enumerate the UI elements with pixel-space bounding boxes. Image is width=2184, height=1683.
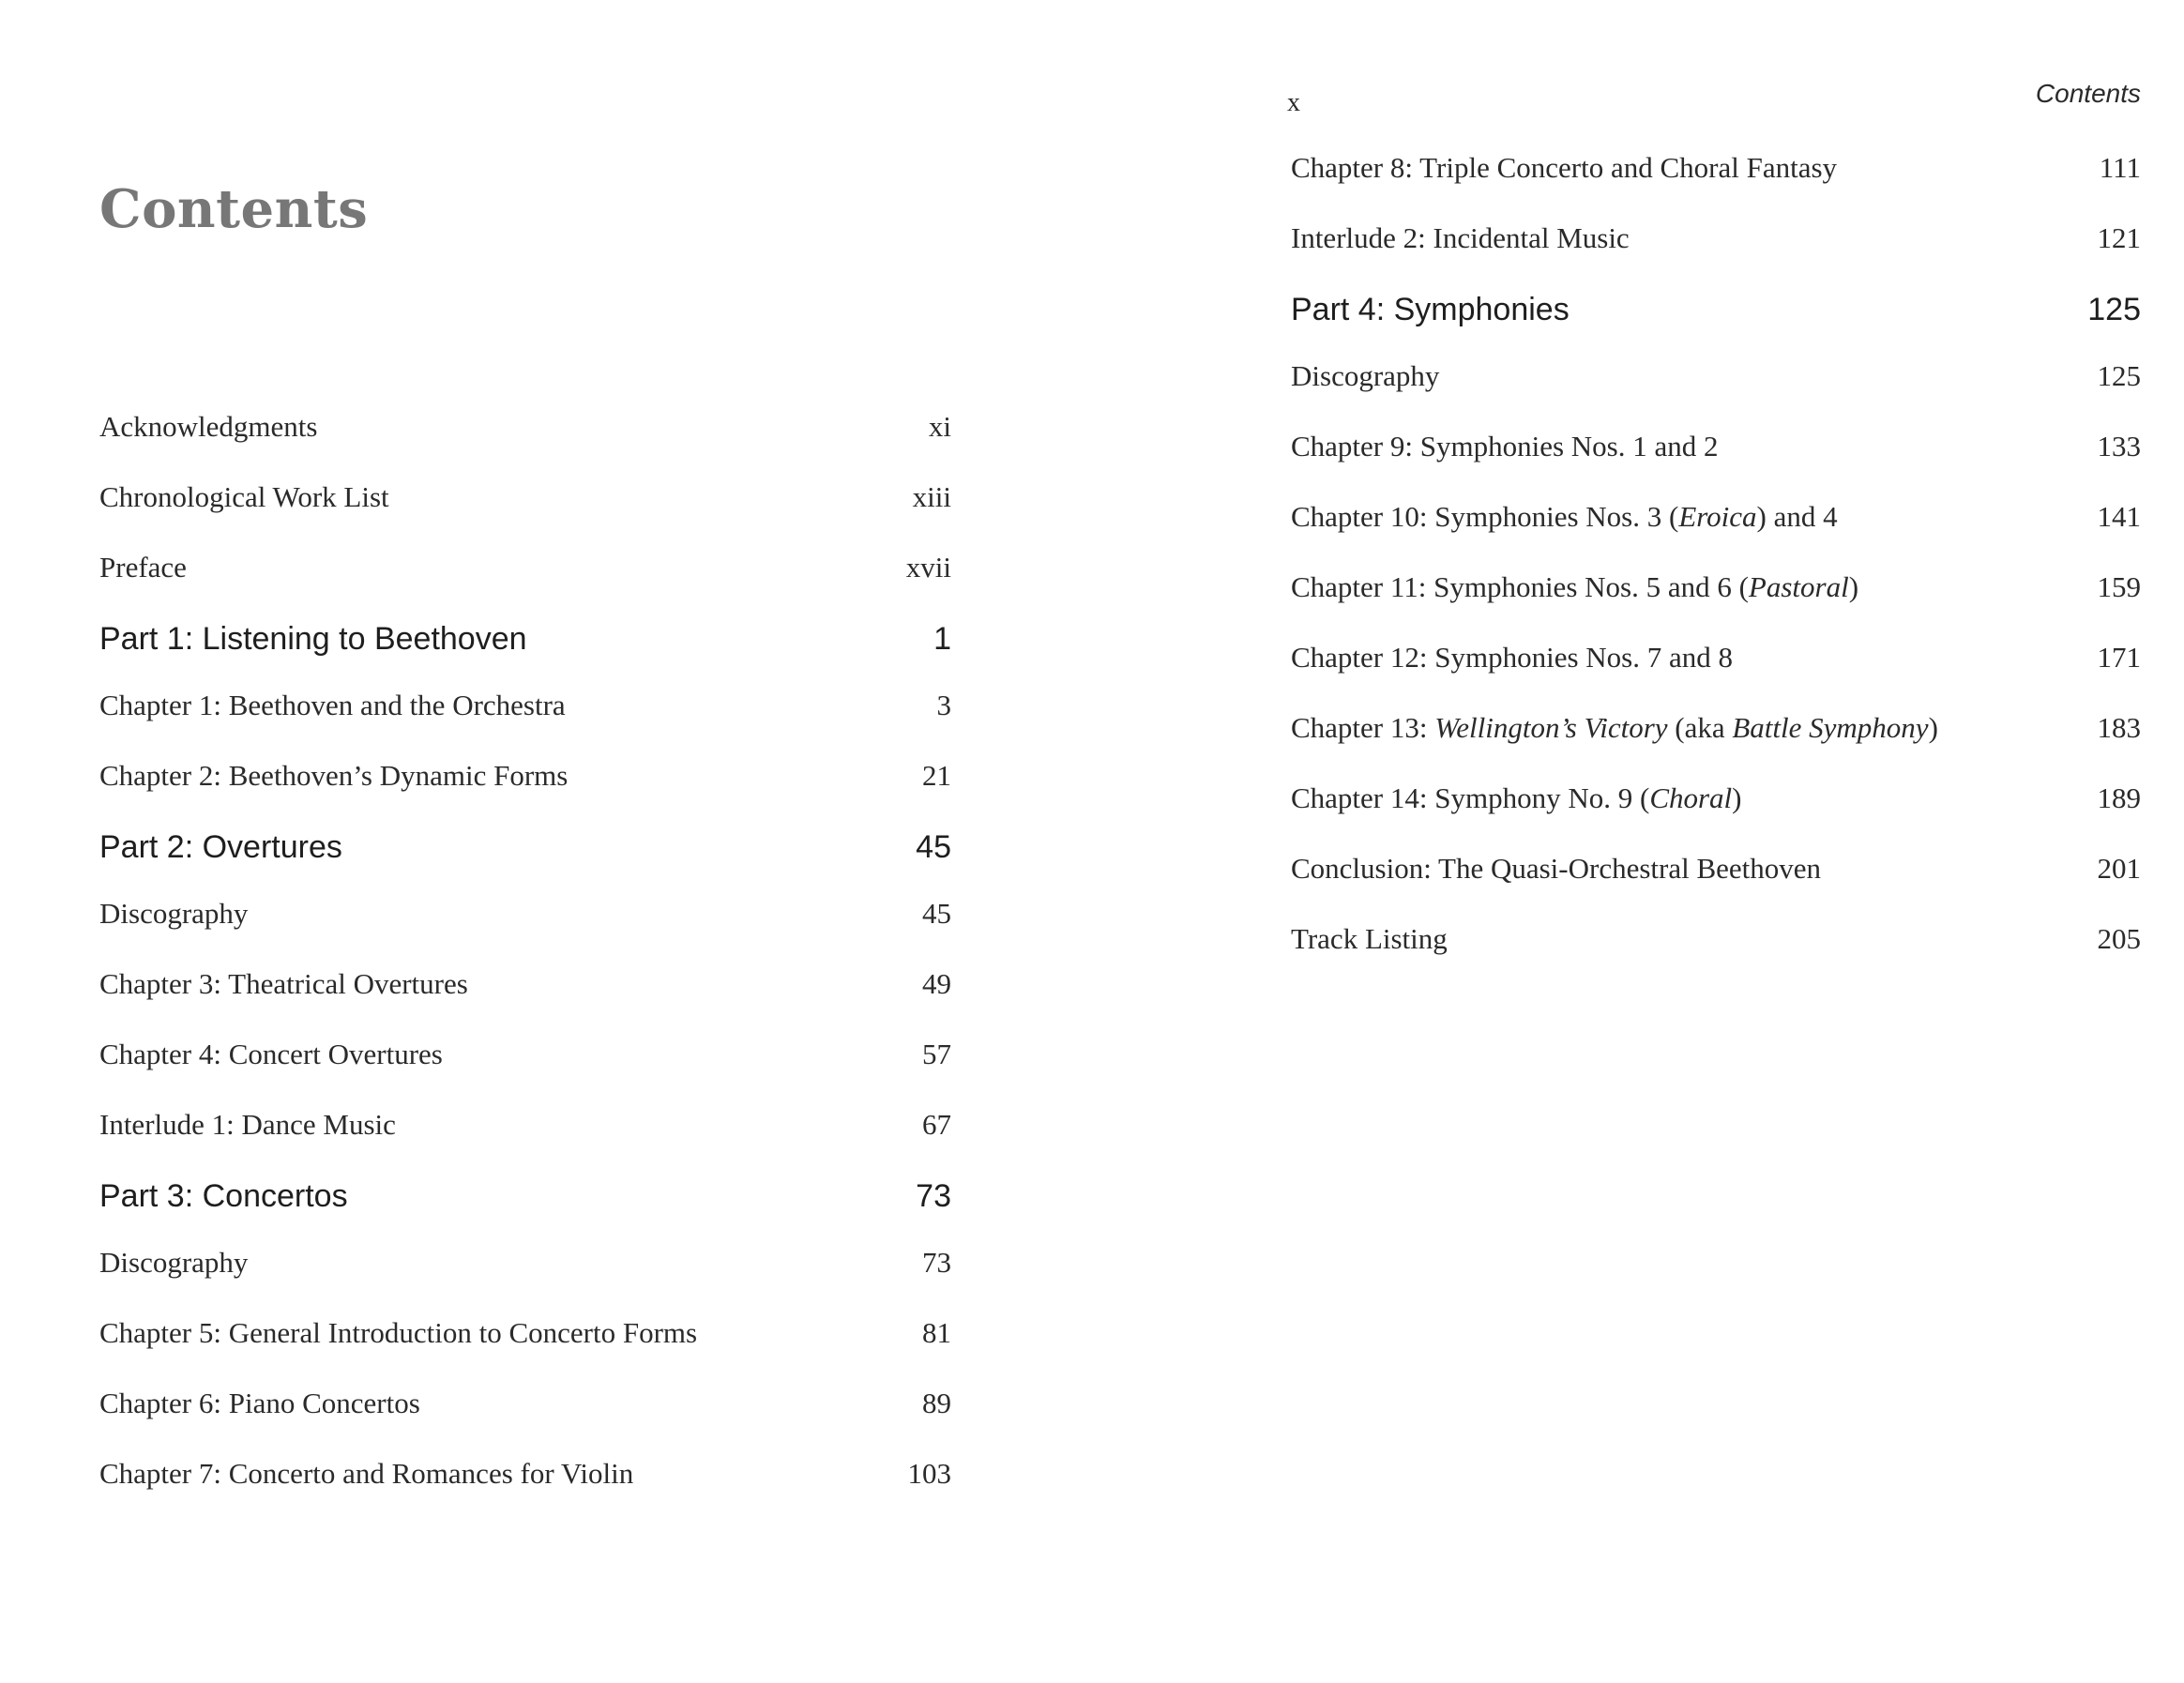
- toc-part-heading: [99, 1177, 951, 1215]
- toc-entry: [99, 1245, 951, 1280]
- toc-entry: [1291, 921, 2141, 956]
- toc-entry: [99, 1107, 951, 1142]
- toc-entry: [99, 1037, 951, 1071]
- toc-part-page: 1: [933, 621, 951, 657]
- toc-entry-page: xvii: [905, 551, 951, 584]
- toc-entry: [99, 966, 951, 1001]
- toc-entry-title: Chronological Work List: [99, 480, 389, 513]
- toc-entry: [1291, 499, 2141, 534]
- toc-part-heading: [99, 620, 951, 658]
- toc-title-text: Chapter 13:: [1291, 711, 1435, 744]
- toc-entry-page: 67: [922, 1108, 951, 1141]
- toc-entry-page: 189: [2097, 781, 2141, 814]
- toc-entry-title: Chapter 2: Beethoven’s Dynamic Forms: [99, 759, 569, 792]
- toc-title-italic: Pastoral: [1748, 570, 1849, 603]
- toc-entry: [99, 688, 951, 722]
- toc-entry-page: 3: [936, 689, 951, 721]
- toc-title-text: ): [1732, 781, 1742, 814]
- toc-title-text: Chapter 14: Symphony No. 9 (: [1291, 781, 1650, 814]
- toc-entry-title: Chapter 12: Symphonies Nos. 7 and 8: [1291, 641, 1733, 674]
- toc-title-text: ): [1848, 570, 1859, 603]
- toc-title-italic: Battle Symphony: [1732, 711, 1929, 744]
- toc-entry-title: Interlude 1: Dance Music: [99, 1108, 396, 1141]
- toc-entry-title: Chapter 4: Concert Overtures: [99, 1038, 443, 1070]
- toc-entry: [99, 1456, 951, 1491]
- toc-entry-title: Chapter 1: Beethoven and the Orchestra: [99, 689, 566, 721]
- toc-entry: [99, 896, 951, 931]
- toc-entry: [99, 409, 951, 444]
- toc-entry: [1291, 429, 2141, 463]
- toc-entry-page: 183: [2097, 711, 2141, 744]
- toc-entry-page: 73: [922, 1246, 951, 1279]
- toc-title-text: Chapter 10: Symphonies Nos. 3 (: [1291, 500, 1679, 533]
- toc-entry-page: 171: [2097, 641, 2141, 674]
- toc-entry-title: [1291, 499, 1838, 534]
- toc-title-italic: Choral: [1649, 781, 1733, 814]
- toc-entry-title: Chapter 3: Theatrical Overtures: [99, 967, 468, 1000]
- toc-entry-page: 201: [2097, 852, 2141, 885]
- toc-entry-title: [1291, 710, 1938, 745]
- toc-entry-title: [1291, 781, 1742, 815]
- toc-entry: [1291, 569, 2141, 604]
- toc-entry-title: Conclusion: The Quasi-Orchestral Beethoven: [1291, 852, 1822, 885]
- toc-entry: [1291, 220, 2141, 255]
- toc-entry-title: Chapter 8: Triple Concerto and Choral Fantasy: [1291, 151, 1838, 184]
- toc-entry-title: Interlude 2: Incidental Music: [1291, 221, 1630, 254]
- toc-entry-title: Chapter 7: Concerto and Romances for Violin: [99, 1457, 634, 1490]
- toc-entry: [99, 550, 951, 584]
- toc-entry: [1291, 781, 2141, 815]
- toc-entry: [99, 1386, 951, 1420]
- toc-entry-page: 21: [922, 759, 951, 792]
- toc-entry-page: 81: [922, 1316, 951, 1349]
- toc-entry-page: 121: [2097, 221, 2141, 254]
- toc-title-text: Chapter 11: Symphonies Nos. 5 and 6 (: [1291, 570, 1749, 603]
- toc-list-left: [99, 409, 951, 1526]
- toc-entry-page: 205: [2097, 922, 2141, 955]
- toc-part-page: 125: [2087, 292, 2141, 327]
- toc-part-title: Part 1: Listening to Beethoven: [99, 621, 527, 657]
- toc-entry-page: 111: [2099, 151, 2141, 184]
- toc-entry-page: 133: [2097, 430, 2141, 462]
- toc-part-page: 45: [916, 829, 951, 865]
- toc-entry-title: Chapter 5: General Introduction to Concerto Forms: [99, 1316, 698, 1349]
- contents-heading: Contents: [99, 178, 369, 240]
- toc-entry-title: Chapter 6: Piano Concertos: [99, 1387, 420, 1419]
- toc-entry-title: Discography: [99, 897, 249, 930]
- toc-entry: [1291, 710, 2141, 745]
- toc-entry-page: 103: [907, 1457, 951, 1490]
- toc-entry-page: xiii: [912, 480, 951, 513]
- toc-entry: [99, 1315, 951, 1350]
- toc-entry-title: Acknowledgments: [99, 410, 318, 443]
- toc-entry-page: 57: [922, 1038, 951, 1070]
- toc-part-title: Part 3: Concertos: [99, 1178, 348, 1214]
- toc-part-heading: [99, 828, 951, 866]
- toc-entry: [1291, 358, 2141, 393]
- toc-entry-page: 159: [2097, 570, 2141, 603]
- toc-entry: [99, 758, 951, 793]
- toc-part-title: Part 4: Symphonies: [1291, 292, 1570, 327]
- toc-title-text: (aka: [1667, 711, 1733, 744]
- page-number: x: [1287, 88, 1300, 117]
- toc-part-page: 73: [916, 1178, 951, 1214]
- toc-part-heading: [1291, 291, 2141, 328]
- toc-entry-page: 49: [922, 967, 951, 1000]
- toc-entry: [1291, 851, 2141, 886]
- toc-entry-page: 45: [922, 897, 951, 930]
- toc-list-right: [1291, 150, 2141, 992]
- toc-title-italic: Eroica: [1678, 500, 1757, 533]
- toc-entry-title: Discography: [99, 1246, 249, 1279]
- toc-entry-title: Chapter 9: Symphonies Nos. 1 and 2: [1291, 430, 1719, 462]
- toc-entry-title: [1291, 569, 1858, 604]
- toc-title-text: ): [1928, 711, 1938, 744]
- running-head: Contents: [2035, 79, 2141, 108]
- toc-entry: [99, 479, 951, 514]
- toc-entry-page: 141: [2097, 500, 2141, 533]
- toc-entry-title: Track Listing: [1291, 922, 1448, 955]
- toc-entry-page: 89: [922, 1387, 951, 1419]
- toc-entry-page: xi: [928, 410, 951, 443]
- toc-entry-page: 125: [2097, 359, 2141, 392]
- toc-entry-title: Preface: [99, 551, 187, 584]
- toc-entry: [1291, 150, 2141, 185]
- toc-title-text: ) and 4: [1756, 500, 1838, 533]
- toc-title-italic: Wellington’s Victory: [1434, 711, 1668, 744]
- toc-part-title: Part 2: Overtures: [99, 829, 342, 865]
- toc-entry-title: Discography: [1291, 359, 1440, 392]
- toc-entry: [1291, 640, 2141, 675]
